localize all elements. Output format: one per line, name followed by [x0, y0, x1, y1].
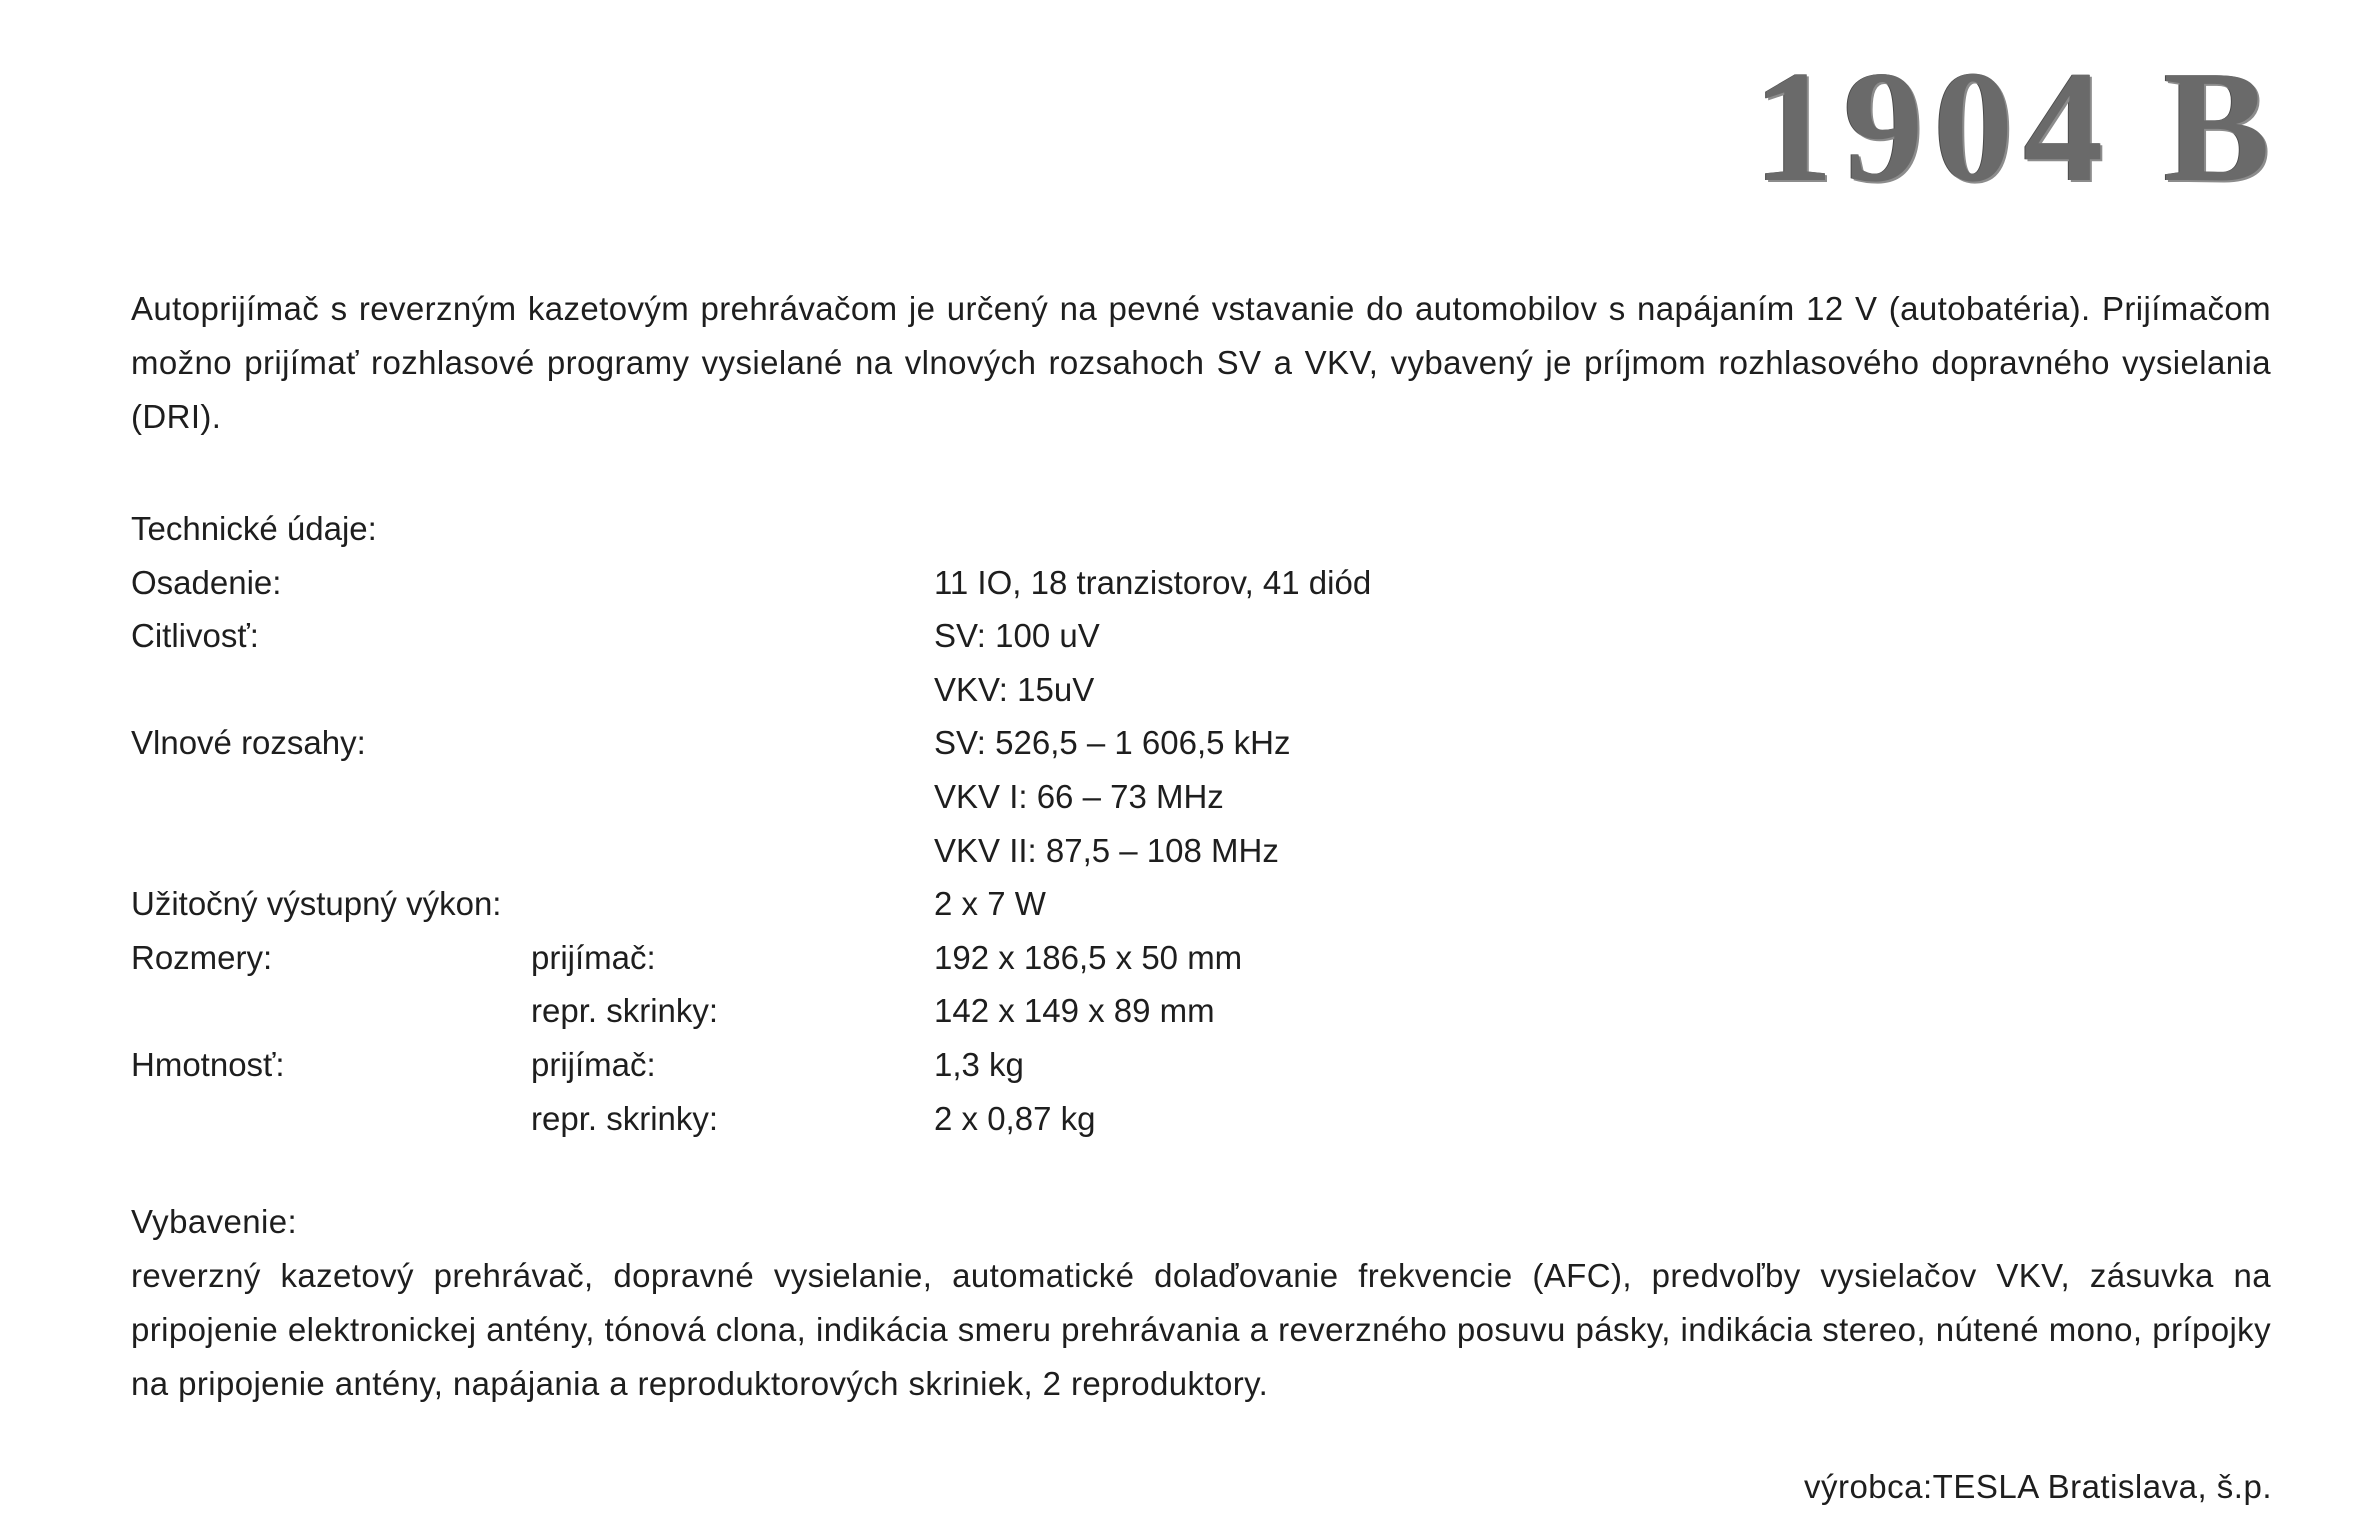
equipment-text: reverzný kazetový prehrávač, dopravné vysielanie, automatické dolaďovanie frekvencie (AFC), predvoľby vysielačov VKV, zásuvka na pripojenie elektronickej antény, tónová clona, indikácia smeru prehrávania a reverzného posuvu pásky, indikácia stereo, nútené mono, prípojky na pripojenie antény, napájania a reproduktorových skriniek, 2 reproduktory. [131, 1257, 2271, 1402]
spec-value: 2 x 7 W [934, 885, 1046, 923]
spec-value: 11 IO, 18 tranzistorov, 41 diód [934, 563, 1372, 601]
spec-sublabel: prijímač: [531, 1045, 656, 1083]
spec-value: SV: 526,5 – 1 606,5 kHz [934, 724, 1291, 762]
spec-label: Rozmery: [131, 938, 273, 976]
spec-value: 1,3 kg [934, 1045, 1024, 1083]
spec-value: SV: 100 uV [934, 617, 1100, 655]
equipment-heading: Vybavenie: [131, 1203, 298, 1240]
spec-sublabel: repr. skrinky: [531, 1099, 719, 1137]
spec-label: Citlivosť: [131, 617, 259, 655]
spec-value: VKV I: 66 – 73 MHz [934, 777, 1224, 815]
spec-value: VKV: 15uV [934, 670, 1095, 708]
spec-value: 192 x 186,5 x 50 mm [934, 938, 1243, 976]
specs-heading: Technické údaje: [131, 510, 377, 547]
spec-sublabel: prijímač: [531, 938, 656, 976]
spec-label: Hmotnosť: [131, 1045, 285, 1083]
spec-value: VKV II: 87,5 – 108 MHz [934, 831, 1279, 869]
spec-value: 142 x 149 x 89 mm [934, 992, 1215, 1030]
equipment-section [131, 1195, 2271, 1411]
model-title: 1904 B [1753, 37, 2280, 215]
producer-line: výrobca:TESLA Bratislava, š.p. [1803, 1468, 2272, 1505]
spec-value: 2 x 0,87 kg [934, 1099, 1096, 1137]
spec-label: Vlnové rozsahy: [131, 724, 366, 762]
spec-label: Užitočný výstupný výkon: [131, 885, 502, 923]
spec-label: Osadenie: [131, 563, 282, 601]
intro-paragraph: Autoprijímač s reverzným kazetovým prehrávačom je určený na pevné vstavanie do automobilov s napájaním 12 V (autobatéria). Prijímačom možno prijímať rozhlasové programy vysielané na vlnových rozsahoch SV a VKV, vybavený je príjmom rozhlasového dopravného vysielania (DRI). [131, 290, 2271, 435]
spec-sublabel: repr. skrinky: [531, 992, 719, 1030]
